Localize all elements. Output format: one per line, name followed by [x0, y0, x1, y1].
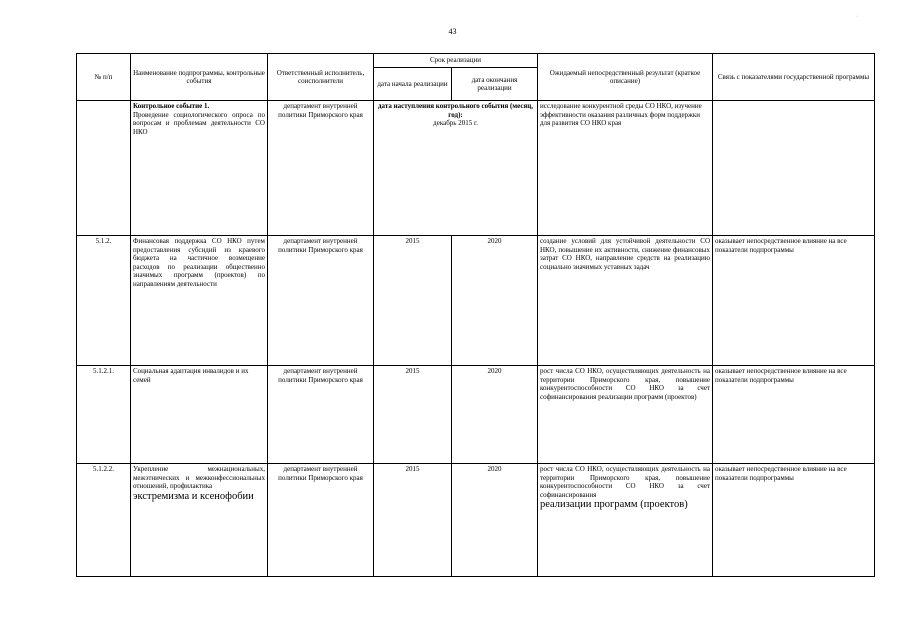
row-name-text-large: экстремизма и ксенофобии	[133, 490, 254, 502]
row-num: 5.1.2.	[77, 236, 131, 366]
row-link: оказывает непосредственное влияние на все показатели подпрограммы	[713, 464, 875, 577]
page-number: 43	[448, 27, 457, 36]
row-link	[713, 101, 875, 236]
row-executor: департамент внутренней политики Приморского края	[268, 101, 374, 236]
row-result: исследование конкурентной среды СО НКО, изучение эффективности оказания различных форм поддержки для развития СО НКО края	[538, 101, 713, 236]
row-start: 2015	[374, 236, 452, 366]
row-start: 2015	[374, 464, 452, 577]
header-name: Наименование подпрограммы, контрольные события	[131, 54, 268, 101]
row-executor: департамент внутренней политики Приморского края	[268, 366, 374, 464]
header-num: № п/п	[77, 54, 131, 101]
row-executor: департамент внутренней политики Приморского края	[268, 464, 374, 577]
row-name	[131, 464, 268, 577]
row-name: Социальная адаптация инвалидов и их семей	[131, 366, 268, 464]
row-end: 2020	[452, 236, 538, 366]
row-link: оказывает непосредственное влияние на все показатели подпрограммы	[713, 236, 875, 366]
control-event-title: Контрольное событие 1.	[133, 102, 210, 110]
header-result: Ожидаемый непосредственный результат (краткое описание)	[538, 54, 713, 101]
header-end: дата окончания реализации	[452, 68, 538, 101]
row-result-text: рост числа СО НКО, осуществляющих деятельность на территории Приморского края, повышение конкурентоспособности СО НКО за счет софинансирования	[540, 465, 710, 499]
event-date-value: декабрь 2015 г.	[433, 119, 478, 127]
row-start: 2015	[374, 366, 452, 464]
header-executor: Ответственный исполнитель, соисполнители	[268, 54, 374, 101]
header-start: дата начала реализации	[374, 68, 452, 101]
row-link: оказывает непосредственное влияние на все показатели подпрограммы	[713, 366, 875, 464]
table-row	[77, 236, 875, 366]
row-name-text: Проведение социологического опроса по вопросам и проблемам деятельности СО НКО	[133, 110, 265, 136]
row-result	[538, 464, 713, 577]
row-num: 5.1.2.2.	[77, 464, 131, 577]
row-result: рост числа СО НКО, осуществляющих деятельность на территории Приморского края, повышение конкурентоспособности СО НКО за счет софинансирования реализации программ (проектов)	[538, 366, 713, 464]
header-row-1	[77, 54, 875, 68]
table-row	[77, 366, 875, 464]
corner-mark: ·	[856, 14, 858, 20]
row-end: 2020	[452, 366, 538, 464]
table-row	[77, 464, 875, 577]
row-name	[131, 101, 268, 236]
row-result: создание условий для устойчивой деятельности СО НКО, повышение их активности, снижение финансовых затрат СО НКО, направление средств на реализацию социально значимых уставных задач	[538, 236, 713, 366]
header-link: Связь с показателями государственной программы	[713, 54, 875, 101]
row-name-text: Укрепление межнациональных, межэтнических и межконфессиональных отношений, профилактика	[133, 465, 265, 490]
activities-table	[76, 53, 875, 577]
row-result-text-large: реализации программ (проектов)	[540, 499, 688, 510]
event-date-label: дата наступления контрольного события (месяц, год):	[377, 102, 534, 119]
row-end: 2020	[452, 464, 538, 577]
row-event-date	[374, 101, 538, 236]
table-row	[77, 101, 875, 236]
row-executor: департамент внутренней политики Приморского края	[268, 236, 374, 366]
header-term: Срок реализации	[374, 54, 538, 68]
row-num	[77, 101, 131, 236]
row-num: 5.1.2.1.	[77, 366, 131, 464]
row-name: Финансовая поддержка СО НКО путем предоставления субсидий из краевого бюджета на частичное возмещение расходов по реализации общественно значимых программ (проектов) по направлениям деятельности	[131, 236, 268, 366]
